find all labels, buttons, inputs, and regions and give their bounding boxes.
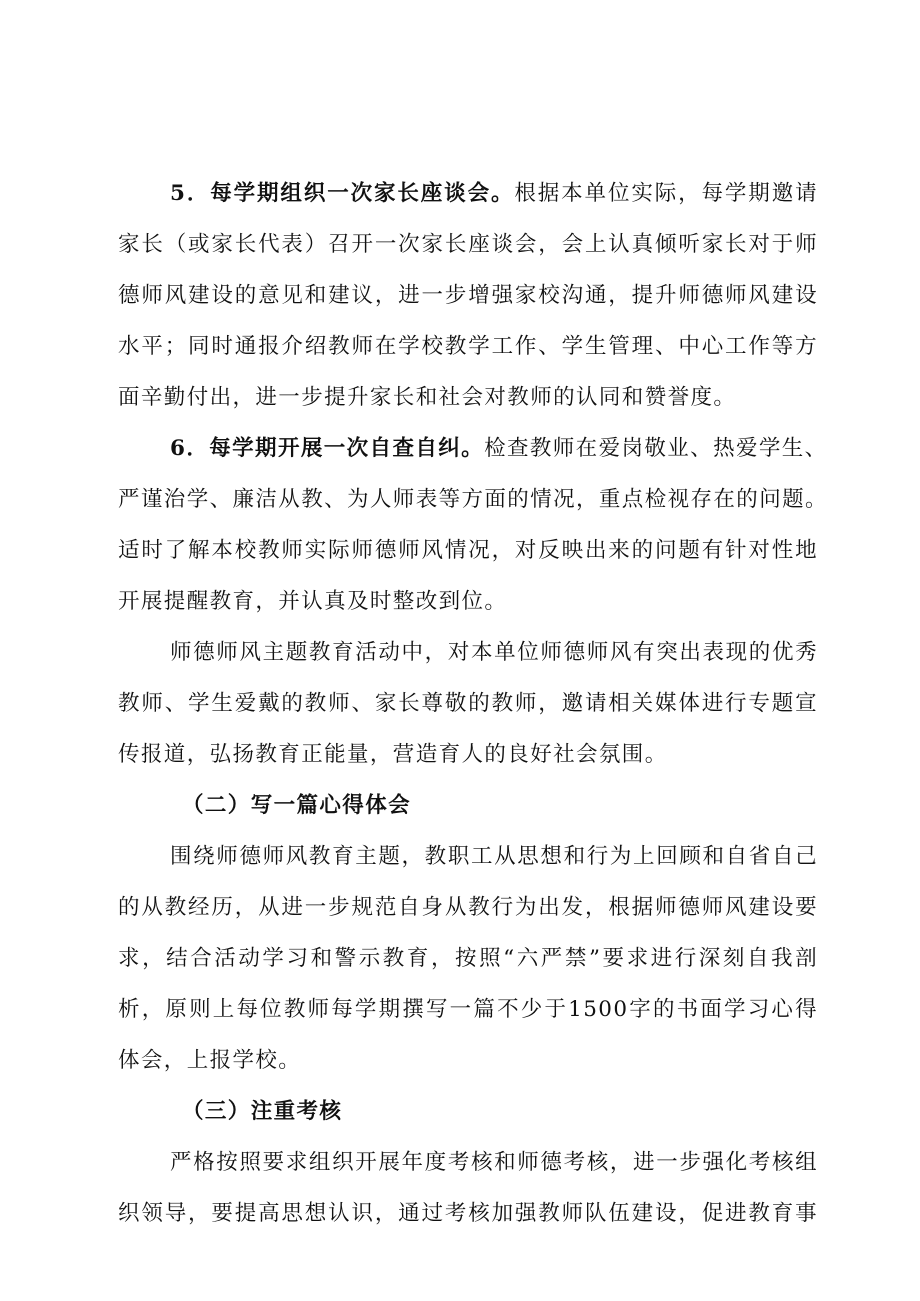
paragraph-9-line-2: 织领导，要提高思想认识，通过考核加强教师队伍建设，促进教育事 — [118, 1201, 818, 1226]
paragraph-7-line-3: 传报道，弘扬教育正能量，营造育人的良好社会氛围。 — [118, 742, 668, 767]
paragraph-5-line-3: 德师风建设的意见和建议，进一步增强家校沟通，提升师德师风建设 — [118, 283, 818, 308]
paragraph-6-line-4: 开展提醒教育，并认真及时整改到位。 — [118, 589, 508, 614]
paragraph-5-line-1: 5．每学期组织一次家长座谈会。根据本单位实际，每学期邀请 — [170, 181, 819, 206]
item-6-heading: 6．每学期开展一次自查自纠。 — [170, 436, 485, 461]
paragraph-5-line-2: 家长（或家长代表）召开一次家长座谈会，会上认真倾听家长对于师 — [118, 232, 818, 257]
paragraph-8-line-4: 析，原则上每位教师每学期撰写一篇不少于1500字的书面学习心得 — [118, 997, 818, 1022]
paragraph-6-line-3: 适时了解本校教师实际师德师风情况，对反映出来的问题有针对性地 — [118, 538, 818, 563]
paragraph-5-line-4: 水平；同时通报介绍教师在学校教学工作、学生管理、中心工作等方 — [118, 334, 818, 359]
section-heading-2: （二）写一篇心得体会 — [182, 793, 412, 818]
paragraph-7-line-2: 教师、学生爱戴的教师、家长尊敬的教师，邀请相关媒体进行专题宣 — [118, 691, 818, 716]
paragraph-7-line-1: 师德师风主题教育活动中，对本单位师德师风有突出表现的优秀 — [170, 640, 818, 665]
paragraph-8-line-1: 围绕师德师风教育主题，教职工从思想和行为上回顾和自省自己 — [170, 844, 818, 869]
paragraph-8-line-3: 求，结合活动学习和警示教育，按照“六严禁”要求进行深刻自我剖 — [118, 946, 818, 971]
paragraph-5-line-5: 面辛勤付出，进一步提升家长和社会对教师的认同和赞誉度。 — [118, 385, 737, 410]
paragraph-6-line-1: 6．每学期开展一次自查自纠。检查教师在爱岗敬业、热爱学生、 — [170, 436, 828, 461]
paragraph-8-line-2: 的从教经历，从进一步规范自身从教行为出发，根据师德师风建设要 — [118, 895, 818, 920]
paragraph-6-line-2: 严谨治学、廉洁从教、为人师表等方面的情况，重点检视存在的问题。 — [118, 487, 828, 512]
paragraph-9-line-1: 严格按照要求组织开展年度考核和师德考核，进一步强化考核组 — [170, 1150, 818, 1175]
section-heading-3: （三）注重考核 — [182, 1099, 343, 1124]
paragraph-8-line-5: 体会，上报学校。 — [118, 1048, 302, 1073]
item-5-heading: 5．每学期组织一次家长座谈会。 — [170, 181, 515, 206]
